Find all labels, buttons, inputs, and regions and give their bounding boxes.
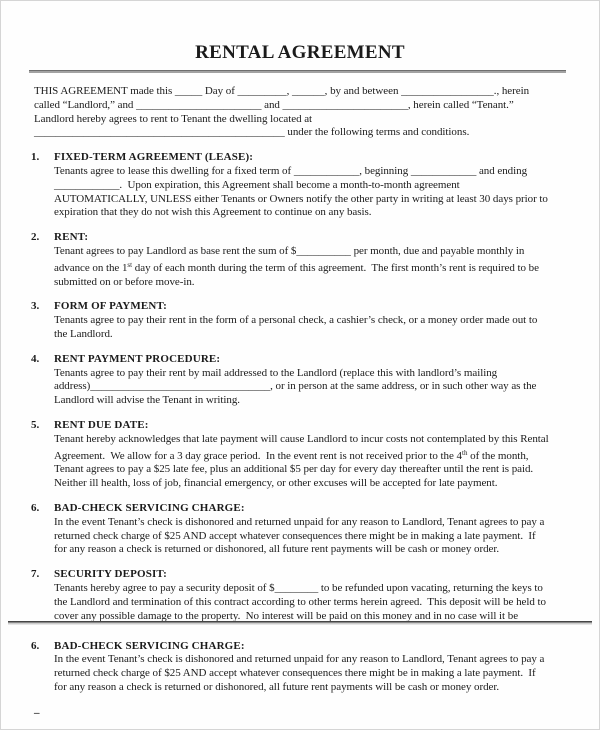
section-body-line: the Landlord and termination of this contract according to other terms herein agreed. This deposit will be held to: [54, 595, 546, 608]
section-heading: FORM OF PAYMENT:: [54, 300, 167, 313]
section-body-line: Tenant hereby acknowledges that late payment will cause Landlord to incur costs not contemplated by this Rental: [54, 432, 549, 445]
intro-paragraph: [34, 85, 575, 140]
intro-line-3: Landlord hereby agrees to rent to Tenant the dwelling located at: [34, 112, 313, 125]
section-body-line: [54, 259, 575, 276]
section-body-line: address)_________________________________, or in person at the same address, or in such other way as the: [54, 380, 537, 393]
section-number: 2.: [31, 231, 40, 244]
section-body-line: Landlord will advise the Tenant in writing.: [54, 394, 240, 407]
section-number: 6.: [31, 639, 40, 652]
section-number: 6.: [31, 501, 40, 514]
section-bad-check-charge: [31, 502, 575, 557]
section-rent: [31, 231, 575, 289]
section-heading: BAD-CHECK SERVICING CHARGE:: [54, 501, 245, 514]
section-heading: FIXED-TERM AGREEMENT (LEASE):: [54, 151, 254, 164]
section-body-line: returned check charge of $25 AND accept whatever consequences there might be in making a late payment. If: [54, 667, 536, 680]
section-rent-payment-procedure: [31, 353, 575, 408]
footer-dash: –: [34, 706, 40, 719]
section-bad-check-charge-repeat: [31, 640, 575, 695]
section-heading: RENT PAYMENT PROCEDURE:: [54, 352, 221, 365]
section-body-line: submitted on or before move-in.: [54, 275, 195, 288]
section-number: 1.: [31, 151, 40, 164]
section-body-line: [54, 447, 575, 464]
body-text: day of each month during the term of this agreement. The first month’s rent is required to be: [132, 261, 539, 274]
body-text: of the month,: [467, 449, 529, 462]
section-heading: RENT DUE DATE:: [54, 418, 149, 431]
sections-list: [31, 151, 575, 720]
section-body-line: Tenants agree to lease this dwelling for a fixed term of ____________, beginning ____________ and ending: [54, 164, 528, 177]
section-number: 5.: [31, 418, 40, 431]
intro-line-4: ______________________________________________ under the following terms and conditions.: [34, 126, 470, 139]
section-body-line: the Landlord.: [54, 327, 113, 340]
ordinal-superscript: th: [462, 448, 468, 457]
section-heading: SECURITY DEPOSIT:: [54, 568, 167, 581]
section-body-line: Tenant agrees to pay a $25 late fee, plus an additional $5 per day for every day thereafter until the rent is paid.: [54, 463, 534, 476]
section-body-line: In the event Tenant’s check is dishonored and returned unpaid for any reason to Landlord, Tenant agrees to pay a: [54, 653, 545, 666]
section-body-line: for any reason a check is returned or dishonored, all future rent payments will be cash or money order.: [54, 543, 500, 556]
section-body-line: returned check charge of $25 AND accept whatever consequences there might be in making a late payment. If: [54, 529, 536, 542]
section-body-line: Tenants agree to pay their rent by mail addressed to the Landlord (replace this with landlord’s mailing: [54, 366, 498, 379]
title-divider: [29, 70, 566, 73]
intro-line-1: THIS AGREEMENT made this _____ Day of _________, ______, by and between _________________., herein: [34, 85, 530, 97]
section-body-line: ____________. Upon expiration, this Agreement shall become a month-to-month agreement: [54, 178, 460, 191]
section-form-of-payment: [31, 300, 575, 341]
section-security-deposit: [31, 568, 575, 620]
section-body-line-clipped: cover any possible damage to the property. No interest will be paid on this money and in no case will it be: [54, 609, 519, 621]
section-body-line: Tenant agrees to pay Landlord as base rent the sum of $__________ per month, due and payable monthly in: [54, 244, 525, 257]
section-body-line: Tenants hereby agree to pay a security deposit of $________ to be refunded upon vacating, returning the keys to: [54, 581, 543, 594]
document-title: RENTAL AGREEMENT: [195, 42, 405, 63]
section-fixed-term-agreement: [31, 151, 575, 220]
section-heading: RENT:: [54, 231, 89, 244]
section-body-line: Tenants agree to pay their rent in the form of a personal check, a cashier’s check, or a money order made out to: [54, 314, 538, 327]
page-break-divider: [8, 621, 592, 625]
section-number: 3.: [31, 300, 40, 313]
intro-line-2: called “Landlord,” and _______________________ and _______________________, herein called “Tenant.”: [34, 98, 514, 111]
section-number: 7.: [31, 568, 40, 581]
body-text: Agreement. We allow for a 3 day grace period. In the event rent is not received prior to the 4: [54, 449, 462, 462]
section-body-line: In the event Tenant’s check is dishonored and returned unpaid for any reason to Landlord, Tenant agrees to pay a: [54, 515, 545, 528]
section-body-line: for any reason a check is returned or dishonored, all future rent payments will be cash or money order.: [54, 680, 500, 693]
section-number: 4.: [31, 352, 40, 365]
clipped-line-wrap: [54, 610, 575, 621]
section-body-line: AUTOMATICALLY, UNLESS either Tenants or Owners notify the other party in writing at least 30 days prior to: [54, 192, 548, 205]
section-rent-due-date: [31, 419, 575, 491]
section-body-line: expiration that they do not wish this Agreement to continue on any basis.: [54, 206, 372, 219]
ordinal-superscript: st: [127, 260, 133, 269]
section-body-line: Neither ill health, loss of job, financial emergency, or other excuses will be accepted for late payment.: [54, 477, 498, 490]
body-text: advance on the 1: [54, 261, 128, 274]
section-heading: BAD-CHECK SERVICING CHARGE:: [54, 639, 245, 652]
